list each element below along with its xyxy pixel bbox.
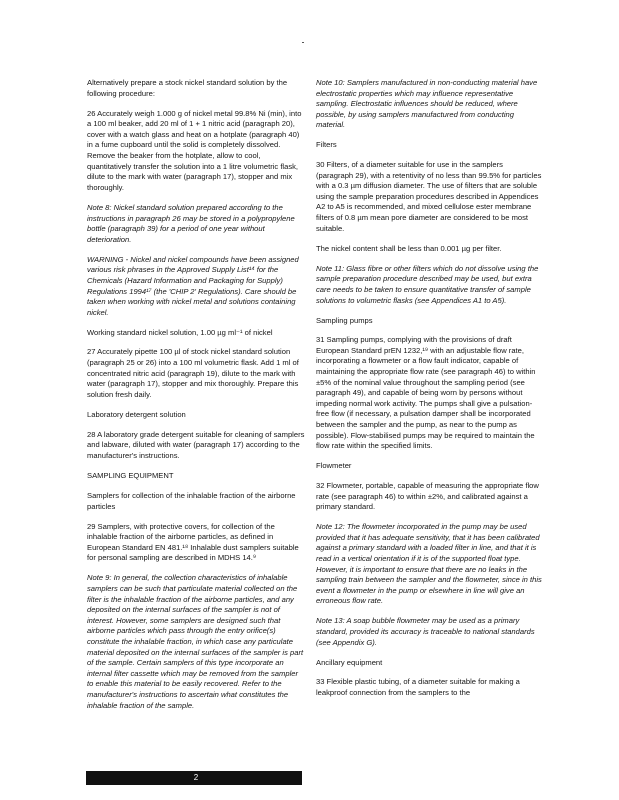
page-number: 2 bbox=[193, 773, 199, 782]
subheading: Working standard nickel solution, 1.00 µg ml⁻¹ of nickel bbox=[87, 327, 273, 337]
note-paragraph: Note 9: In general, the collection characteristics of inhalable samplers can be such that particulate material collected on the filter is the inhalable fraction of the airborne particles, and any deposited on the internal surfaces of the sampler is not of interest. However, some samplers are designed such that airborne particles which pass through the entry orifice(s) constitute the inhalable fraction, in which case any particulate material deposited on the internal surfaces of the sampler is part of the sample. Certain samplers of this type incorporate an internal filter cassette which may be removed from the sampler to enable this material to be easily recovered. Refer to the manufacturer's instructions to ascertain what constitutes the inhalable fraction of the sample. bbox=[87, 573, 304, 710]
subheading: Samplers for collection of the inhalable fraction of the airborne particles bbox=[87, 491, 296, 511]
body-paragraph: Alternatively prepare a stock nickel standard solution by the following procedure: bbox=[87, 78, 288, 98]
left-column bbox=[87, 78, 305, 721]
body-paragraph: The nickel content shall be less than 0.001 µg per filter. bbox=[316, 243, 502, 253]
scan-speck bbox=[302, 42, 304, 43]
note-paragraph: Note 8: Nickel standard solution prepared according to the instructions in paragraph 26 may be stored in a polypropylene bottle (paragraph 39) for a period of one year without deterioration. bbox=[87, 202, 295, 244]
page-footer-bar bbox=[86, 771, 302, 785]
subheading: Ancillary equipment bbox=[316, 657, 383, 667]
body-paragraph: 30 Filters, of a diameter suitable for use in the samplers (paragraph 29), with a retentivity of no less than 99.5% for particles with a 0.3 µm diffusion diameter. The use of filters that are soluble using the sample preparation procedures described in Appendices A2 to A5 is recommended, and mixed cellulose ester membrane filters of 0.8 µm mean pore diameter are considered to be most suitable. bbox=[316, 160, 542, 233]
body-paragraph: 32 Flowmeter, portable, capable of measuring the appropriate flow rate (see paragraph 46) to within ±2%, and calibrated against a primary standard. bbox=[316, 480, 539, 512]
note-paragraph: Note 10: Samplers manufactured in non-conducting material have electrostatic properties which may influence representative sampling. Electrostatic influences should be reduced, where possible, by using samplers manufactured from conducting material. bbox=[316, 78, 538, 130]
note-paragraph: Note 11: Glass fibre or other filters which do not dissolve using the sample preparation procedure described may be used, but extra care needs to be taken to ensure quantitative transfer of sample solutions to volumetric flasks (see Appendices A1 to A5). bbox=[316, 263, 539, 305]
note-paragraph: Note 12: The flowmeter incorporated in the pump may be used provided that it has adequate sensitivity, that it has been calibrated against a primary standard with a loaded filter in line, and that it is read in a vertical orientation if it is of the supported float type. However, it is important to ensure that there are no leaks in the sampling train between the sampler and the flowmeter, since in this event a flowmeter in the pump or elsewhere in line will give an erroneous flow rate. bbox=[316, 522, 542, 606]
note-paragraph: WARNING - Nickel and nickel compounds have been assigned various risk phrases in the Approved Supply List¹⁴ for the Chemicals (Hazard Information and Packaging for Supply) Regulations 1994¹⁷ (the 'CHIP 2' Regulations). Care should be taken when working with nickel metal and solutions containing nickel. bbox=[87, 254, 299, 317]
subheading: Sampling pumps bbox=[316, 315, 373, 325]
right-column bbox=[316, 78, 542, 708]
subheading: Filters bbox=[316, 140, 337, 150]
body-paragraph: 26 Accurately weigh 1.000 g of nickel metal 99.8% Ni (min), into a 100 ml beaker, add 20 ml of 1 + 1 nitric acid (paragraph 20), cover with a watch glass and heat on a hotplate (paragraph 40) in a fume cupboard until the solid is completely dissolved. Remove the beaker from the hotplate, allow to cool, quantitatively transfer the solution into a 1 litre volumetric flask, dilute to the mark with water (paragraph 17), stopper and mix thoroughly. bbox=[87, 108, 302, 192]
note-paragraph: Note 13: A soap bubble flowmeter may be used as a primary standard, provided its accuracy is traceable to national standards (see Appendix G). bbox=[316, 616, 535, 647]
subheading: Flowmeter bbox=[316, 461, 352, 471]
body-paragraph: 33 Flexible plastic tubing, of a diameter suitable for making a leakproof connection from the samplers to the bbox=[316, 677, 520, 697]
section-heading: SAMPLING EQUIPMENT bbox=[87, 470, 174, 480]
body-paragraph: 29 Samplers, with protective covers, for collection of the inhalable fraction of the airborne particles, as defined in European Standard EN 481.¹⁸ Inhalable dust samplers suitable for personal sampling are described in MDHS 14.⁹ bbox=[87, 521, 299, 563]
body-paragraph: 27 Accurately pipette 100 µl of stock nickel standard solution (paragraph 25 or 26) into a 100 ml volumetric flask. Add 1 ml of concentrated nitric acid (paragraph 19), dilute to the mark with water (paragraph 17), stopper and mix thoroughly. Prepare this solution fresh daily. bbox=[87, 347, 299, 399]
body-paragraph: 28 A laboratory grade detergent suitable for cleaning of samplers and labware, diluted with water (paragraph 17) according to the manufacturer's instructions. bbox=[87, 429, 305, 460]
body-paragraph: 31 Sampling pumps, complying with the provisions of draft European Standard prEN 1232,¹⁹ with an adjustable flow rate, incorporating a flowmeter or a flow fault indicator, capable of maintaining the appropriate flow rate (see paragraph 46) to within ±5% of the nominal value throughout the sampling period (see paragraph 49), and capable of being worn by persons without impeding normal work activity. The pumps shall give a pulsation-free flow (if necessary, a pulsation damper shall be incorporated between the sampler and the pump, as near to the pump as possible). Flow-stabilised pumps may be required to maintain the flow rate within the specified limits. bbox=[316, 335, 536, 451]
subheading: Laboratory detergent solution bbox=[87, 409, 186, 419]
